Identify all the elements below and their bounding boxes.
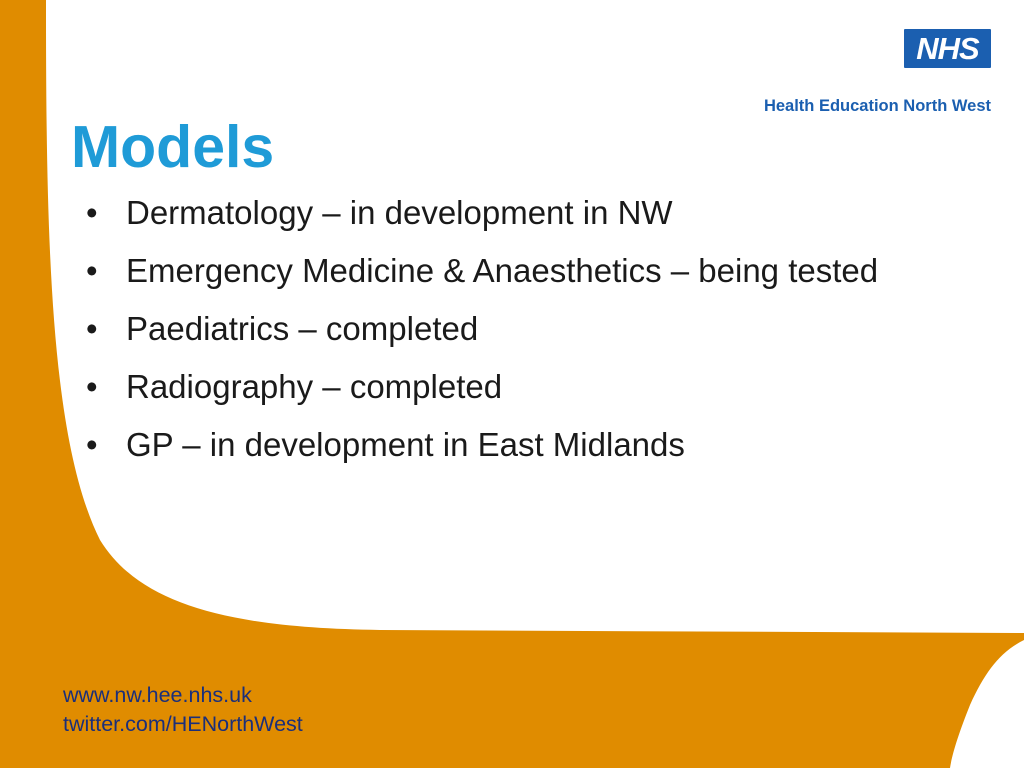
- bullet-dot-icon: •: [86, 368, 98, 405]
- slide-title: Models: [71, 114, 275, 180]
- organisation-name: Health Education North West: [763, 97, 991, 115]
- bullet-dot-icon: •: [86, 194, 98, 231]
- bullet-text: Dermatology – in development in NW: [126, 194, 673, 231]
- bullet-item: [84, 248, 944, 293]
- bullet-text: Emergency Medicine & Anaesthetics – being tested: [126, 252, 879, 289]
- bullet-item: [84, 422, 944, 467]
- nhs-logo-text: NHS: [916, 31, 979, 66]
- bullet-dot-icon: •: [86, 252, 98, 289]
- twitter-link[interactable]: twitter.com/HENorthWest: [63, 712, 303, 736]
- bullet-item: [84, 190, 944, 235]
- nhs-logo: [904, 29, 991, 68]
- footer-links: [63, 681, 303, 739]
- bullet-text: GP – in development in East Midlands: [126, 426, 685, 463]
- bullet-item: [84, 364, 944, 409]
- bullet-item: [84, 306, 944, 351]
- bullet-list: [84, 190, 944, 480]
- bullet-dot-icon: •: [86, 310, 98, 347]
- bullet-dot-icon: •: [86, 426, 98, 463]
- website-link[interactable]: www.nw.hee.nhs.uk: [63, 683, 252, 707]
- bullet-text: Radiography – completed: [126, 368, 503, 405]
- bullet-text: Paediatrics – completed: [126, 310, 479, 347]
